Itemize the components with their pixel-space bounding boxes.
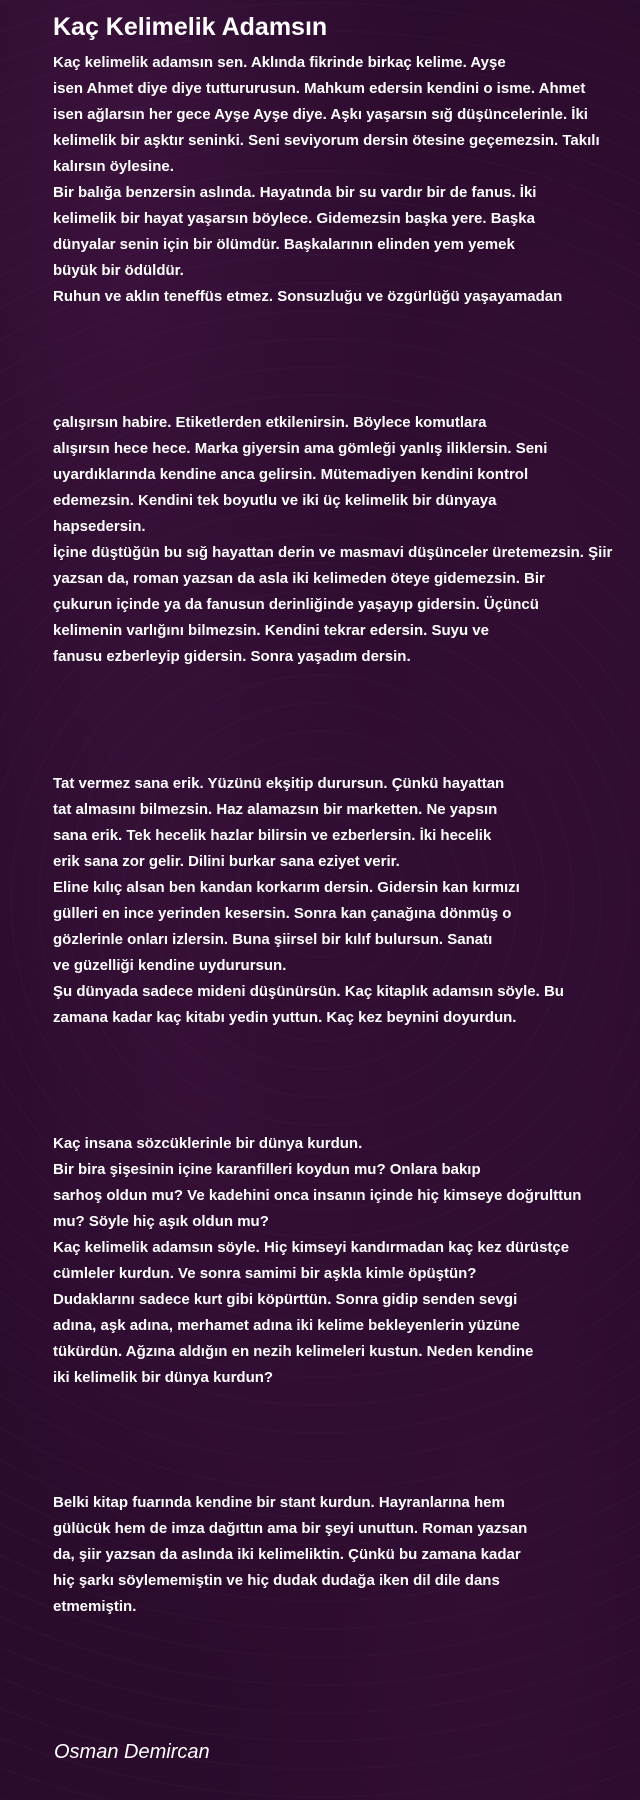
poem-line: zamana kadar kaç kitabı yedin yuttun. Kaç kez beynini doyurdun. <box>53 1009 517 1026</box>
poem-line: İçine düştüğün bu sığ hayattan derin ve masmavi düşünceler üretemezsin. Şiir <box>53 544 613 561</box>
stanza-2 <box>53 410 640 670</box>
author-name: Osman Demircan <box>54 1741 210 1763</box>
poem-line: gözlerinle onları izlersin. Buna şiirsel bir kılıf bulursun. Sanatı <box>53 931 493 948</box>
stanza-3 <box>53 771 640 1031</box>
poem-line: mu? Söyle hiç aşık oldun mu? <box>53 1213 269 1230</box>
poem-line: ve güzelliği kendine uydurursun. <box>53 957 287 974</box>
poem-line: uyardıklarında kendine anca gelirsin. Mütemadiyen kendini kontrol <box>53 466 529 483</box>
poem-line: tükürdün. Ağzına aldığın en nezih kelimeleri kustun. Neden kendine <box>53 1343 534 1360</box>
poem-line: tat almasını bilmezsin. Haz alamazsın bir marketten. Ne yapsın <box>53 801 498 818</box>
poem-line: da, şiir yazsan da aslında iki kelimeliktin. Çünkü bu zamana kadar <box>53 1546 521 1563</box>
poem-line: sarhoş oldun mu? Ve kadehini onca insanın içinde hiç kimseye doğrulttun <box>53 1187 582 1204</box>
poem-line: Ruhun ve aklın teneffüs etmez. Sonsuzluğu ve özgürlüğü yaşayamadan <box>53 288 563 305</box>
poem-line: adına, aşk adına, merhamet adına iki kelime bekleyenlerin yüzüne <box>53 1317 520 1334</box>
poem-line: kelimenin varlığını bilmezsin. Kendini tekrar edersin. Suyu ve <box>53 622 489 639</box>
poem-line: Dudaklarını sadece kurt gibi köpürttün. Sonra gidip senden sevgi <box>53 1291 518 1308</box>
poem-title: Kaç Kelimelik Adamsın <box>53 13 328 41</box>
poem-line: Tat vermez sana erik. Yüzünü ekşitip durursun. Çünkü hayattan <box>53 775 505 792</box>
poem-line: cümleler kurdun. Ve sonra samimi bir aşkla kimle öpüştün? <box>53 1265 477 1282</box>
poem-line: Kaç kelimelik adamsın söyle. Hiç kimseyi kandırmadan kaç kez dürüstçe <box>53 1239 570 1256</box>
poem-line: Bir balığa benzersin aslında. Hayatında bir su vardır bir de fanus. İki <box>53 184 537 201</box>
poem-line: kalırsın öylesine. <box>53 158 174 175</box>
poem-line: dünyalar senin için bir ölümdür. Başkalarının elinden yem yemek <box>53 236 515 253</box>
poem-line: hapsedersin. <box>53 518 146 535</box>
poem-line: erik sana zor gelir. Dilini burkar sana eziyet verir. <box>53 853 400 870</box>
poem-line: Şu dünyada sadece mideni düşünürsün. Kaç kitaplık adamsın söyle. Bu <box>53 983 564 1000</box>
poem-line: isen Ahmet diye diye tuttururusun. Mahkum edersin kendini o isme. Ahmet <box>53 80 586 97</box>
poem-line: Belki kitap fuarında kendine bir stant kurdun. Hayranlarına hem <box>53 1494 505 1511</box>
poem-line: edemezsin. Kendini tek boyutlu ve iki üç kelimelik bir dünyaya <box>53 492 497 509</box>
stanza-1 <box>53 50 640 310</box>
poem-line: etmemiştin. <box>53 1598 137 1615</box>
poem-line: çalışırsın habire. Etiketlerden etkilenirsin. Böylece komutlara <box>53 414 487 431</box>
poem-line: Bir bira şişesinin içine karanfilleri koydun mu? Onlara bakıp <box>53 1161 481 1178</box>
poem-line: gülücük hem de imza dağıttın ama bir şeyi unuttun. Roman yazsan <box>53 1520 528 1537</box>
poem-line: büyük bir ödüldür. <box>53 262 184 279</box>
stanza-5 <box>53 1490 640 1620</box>
poem-line: çukurun içinde ya da fanusun derinliğinde yaşayıp gidersin. Üçüncü <box>53 596 539 613</box>
poem-line: hiç şarkı söylememiştin ve hiç dudak dudağa iken dil dile dans <box>53 1572 500 1589</box>
poem-line: yazsan da, roman yazsan da asla iki kelimeden öteye gidemezsin. Bir <box>53 570 545 587</box>
poem-line: Eline kılıç alsan ben kandan korkarım dersin. Gidersin kan kırmızı <box>53 879 520 896</box>
stanza-4 <box>53 1131 640 1391</box>
poem-line: alışırsın hece hece. Marka giyersin ama gömleği yanlış iliklersin. Seni <box>53 440 548 457</box>
poem-line: fanusu ezberleyip gidersin. Sonra yaşadım dersin. <box>53 648 411 665</box>
poem-line: sana erik. Tek hecelik hazlar bilirsin ve ezberlersin. İki hecelik <box>53 827 492 844</box>
poem-line: Kaç insana sözcüklerinle bir dünya kurdun. <box>53 1135 363 1152</box>
poem-line: iki kelimelik bir dünya kurdun? <box>53 1369 274 1386</box>
poem-line: gülleri en ince yerinden kesersin. Sonra kan çanağına dönmüş o <box>53 905 512 922</box>
poem-line: isen ağlarsın her gece Ayşe Ayşe diye. Aşkı yaşarsın sığ düşüncelerinle. İki <box>53 106 588 123</box>
poem-line: kelimelik bir aşktır seninki. Seni seviyorum dersin ötesine geçemezsin. Takılı <box>53 132 600 149</box>
poem-line: Kaç kelimelik adamsın sen. Aklında fikrinde birkaç kelime. Ayşe <box>53 54 506 71</box>
poem-line: kelimelik bir hayat yaşarsın böylece. Gidemezsin başka yere. Başka <box>53 210 535 227</box>
